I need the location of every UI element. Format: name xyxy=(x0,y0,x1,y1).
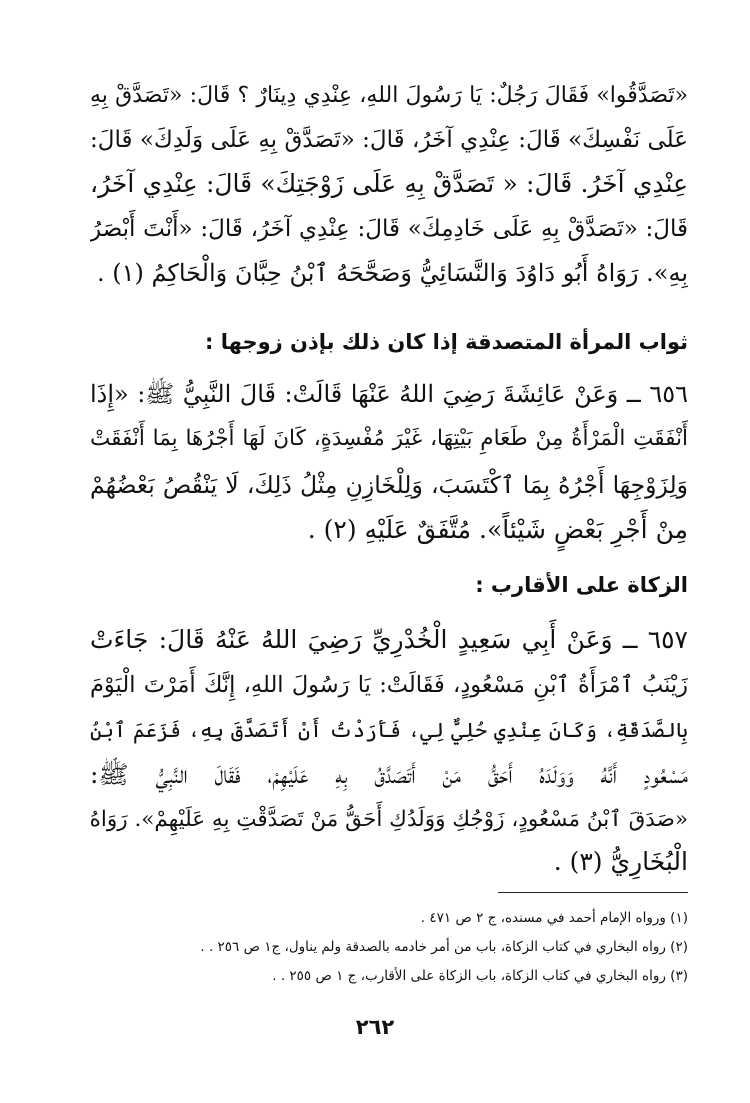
text-line: وَلِزَوْجِهَا أَجْرُهُ بِمَا ٱكْتَسَبَ، وَلِلْخَازِنِ مِثْلُ ذَلِكَ، لَا يَنْقُصُ بَعْضُهُمْ xyxy=(90,471,688,499)
section-heading: ثواب المرأة المتصدقة إذا كان ذلك بإذن زوجها : xyxy=(204,330,688,354)
text-line: ٦٥٧ ــ وَعَنْ أَبِي سَعِيدٍ الْخُدْرِيِّ رَضِيَ اللهُ عَنْهُ قَالَ: جَاءَتْ xyxy=(90,625,688,654)
text-line: مَسْعُودٍ أَنَّهُ وَوَلَدَهُ أَحَقُّ مَنْ أَتَصَدَّقُ بِهِ عَلَيْهِمْ، فَقَالَ النَّبِيُّ ﷺ: xyxy=(90,760,688,789)
text-line: ٦٥٦ ــ وَعَنْ عَائِشَةَ رَضِيَ اللهُ عَنْهَا قَالَتْ: قَالَ النَّبِيُّ ﷺ: «إِذَا xyxy=(90,380,688,408)
text-line: عَلَى نَفْسِكَ» قَالَ: عِنْدِي آخَرُ، قَالَ: «تَصَدَّقْ بِهِ عَلَى وَلَدِكَ» قَالَ: xyxy=(90,127,688,153)
text-line: بِهِ». رَوَاهُ أَبُو دَاوُدَ وَالنَّسَائِيُّ وَصَحَّحَهُ ٱبْنُ حِبَّانَ وَالْحَاكِمُ (١) . xyxy=(96,259,688,287)
text-line: الْبُخَارِيُّ (٣) . xyxy=(553,847,688,876)
text-line: «صَدَقَ ٱبْنُ مَسْعُودٍ، زَوْجُكِ وَوَلَدُكِ أَحَقُّ مَنْ تَصَدَّقْتِ بِهِ عَلَيْهِمْ». رَوَاهُ xyxy=(90,807,688,832)
text-line: زَيْنَبُ ٱمْرَأَةُ ٱبْنِ مَسْعُودٍ، فَقَالَتْ: يَا رَسُولَ اللهِ، إِنَّكَ أَمَرْتَ الْيَوْمَ xyxy=(90,672,688,698)
footnote-divider xyxy=(498,892,688,893)
footnote: (١) ورواه الإمام أحمد في مسنده، ج ٢ ص ٤٧١ . xyxy=(420,910,688,926)
page-number: ٢٦٢ xyxy=(355,1015,395,1039)
text-line: أَنْفَقَتِ الْمَرْأَةُ مِنْ طَعَامِ بَيْتِهَا، غَيْرَ مُفْسِدَةٍ، كَانَ لَهَا أَجْرُهَا بِمَا أَنْفَقَتْ xyxy=(90,426,688,451)
text-line: «تَصَدَّقُوا» فَقَالَ رَجُلٌ: يَا رَسُولَ اللهِ، عِنْدِي دِينَارٌ ؟ قَالَ: «تَصَدَّقْ بِهِ xyxy=(90,83,688,108)
section-heading: الزكاة على الأقارب : xyxy=(475,573,688,597)
footnote: (٢) رواه البخاري في كتاب الزكاة، باب من أمر خادمه بالصدقة ولم يناول، ج١ ص ٢٥٦ . . xyxy=(200,939,688,955)
text-line: عِنْدِي آخَرُ. قَالَ: « تَصَدَّقْ بِهِ عَلَى زَوْجَتِكَ» قَالَ: عِنْدِي آخَرُ، xyxy=(90,169,688,198)
text-line: مِنْ أَجْرِ بَعْضٍ شَيْئاً». مُتَّفَقٌ عَلَيْهِ (٢) . xyxy=(307,515,688,544)
footnote: (٣) رواه البخاري في كتاب الزكاة، باب الزكاة على الأقارب، ج ١ ص ٢٥٥ . . xyxy=(272,968,688,984)
text-line: قَالَ: «تَصَدَّقْ بِهِ عَلَى خَادِمِكَ» قَالَ: عِنْدِي آخَرُ، قَالَ: «أَنْتَ أَبْصَرُ xyxy=(90,216,688,242)
text-line: بِالصَّدَقَةِ، وَكَانَ عِنْدِي حُلِيٌّ لِي، فَأَرَدْتُ أَنْ أَتَصَدَّقَ بِهِ، فَزَعَمَ ٱبْنُ xyxy=(90,718,688,742)
